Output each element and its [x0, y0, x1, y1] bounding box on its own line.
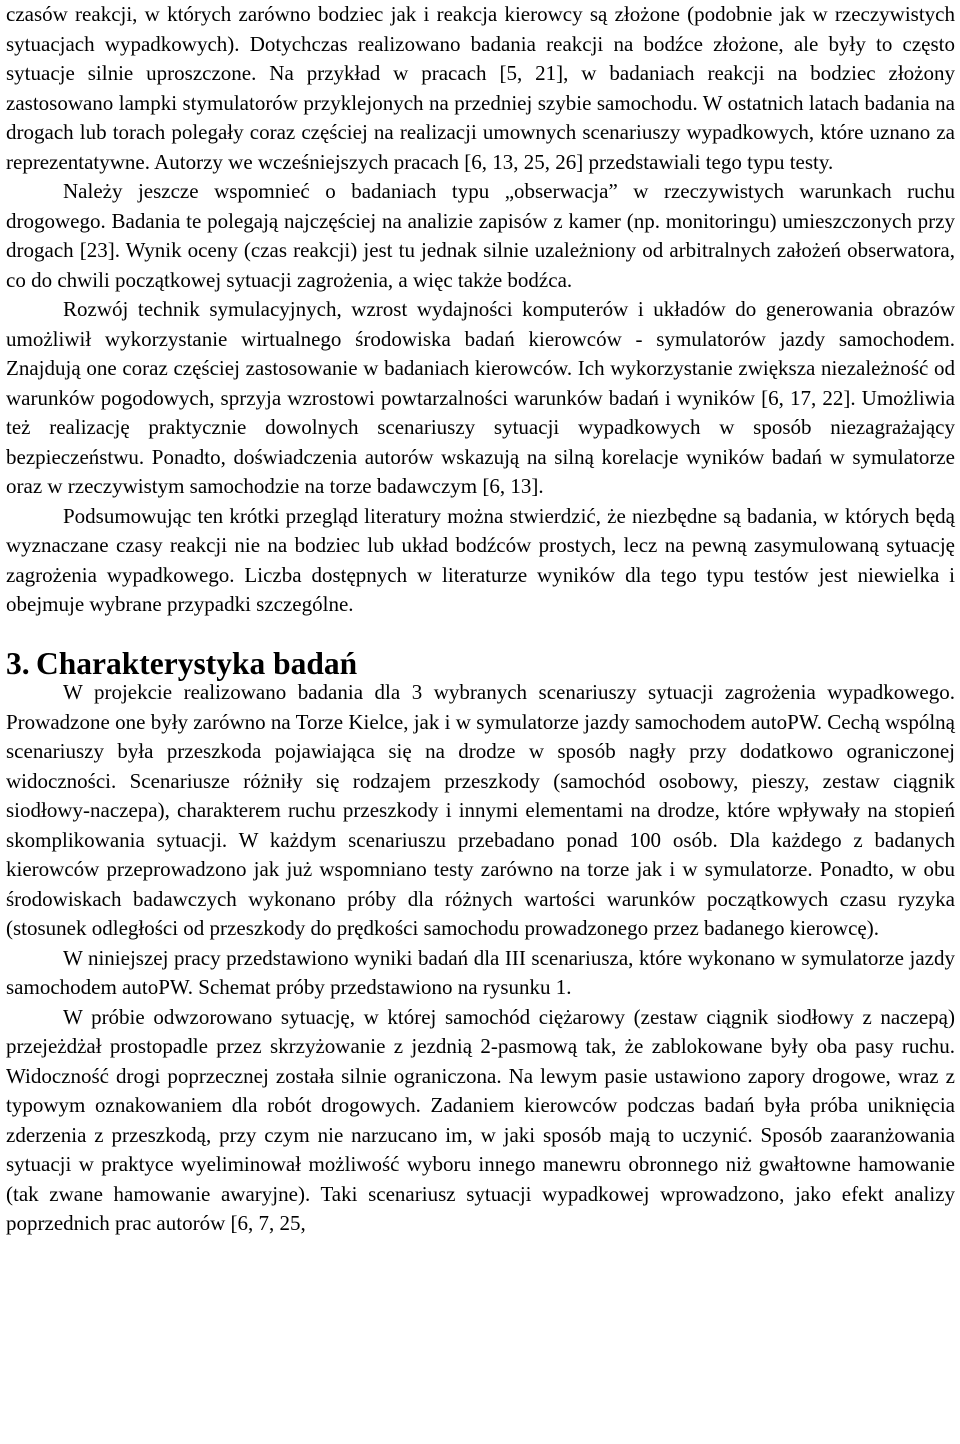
paragraph-observation-studies: Należy jeszcze wspomnieć o badaniach typu „obserwacja” w rzeczywistych warunkach ruchu drogowego. Badania te polegają najczęściej na analizie zapisów z kamer (np. monitoringu) umieszczonych przy drogach [23]. Wynik oceny (czas reakcji) jest tu jednak silnie uzależniony od arbitralnych założeń obserwatora, co do chwili początkowej sytuacji zagrożenia, a więc także bodźca. [6, 179, 955, 292]
section-title: Charakterystyka badań [36, 645, 358, 681]
paragraph-summary: Podsumowując ten krótki przegląd literatury można stwierdzić, że niezbędne są badania, w których będą wyznaczane czasy reakcji nie na bodziec lub układ bodźców prostych, lecz na pewną zasymulowaną sytuację zagrożenia wypadkowego. Liczba dostępnych w literaturze wyników dla tego typu testów jest niewielka i obejmuje wybrane przypadki szczególne. [6, 503, 955, 616]
section-heading [6, 645, 955, 681]
paragraph-scenario-three: W niniejszej pracy przedstawiono wyniki badań dla III scenariusza, które wykonano w symulatorze jazdy samochodem autoPW. Schemat próby przedstawiono na rysunku 1. [6, 945, 955, 999]
document-page [6, 0, 955, 1239]
paragraph-simulation-techniques: Rozwój technik symulacyjnych, wzrost wydajności komputerów i układów do generowania obrazów umożliwił wykorzystanie wirtualnego środowiska badań kierowców - symulatorów jazdy samochodem. Znajdują one coraz częściej zastosowanie w badaniach kierowców. Ich wykorzystanie zwiększa niezależność od warunków pogodowych, sprzyja wzrostowi powtarzalności warunków badań i wyników [6, 17, 22]. Umożliwia też realizację praktycznie dowolnych scenariuszy sytuacji wypadkowych w sposób niezagrażający bezpieczeństwu. Ponadto, doświadczenia autorów wskazują na silną korelacje wyników badań w symulatorze oraz w rzeczywistym samochodzie na torze badawczym [6, 13]. [6, 297, 955, 498]
paragraph-truck-scenario: W próbie odwzorowano sytuację, w której samochód ciężarowy (zestaw ciągnik siodłowy z naczepą) przejeżdżał prostopadle przez skrzyżowanie z jezdnią 2-pasmową tak, że zablokowane były oba pasy ruchu. Widoczność drogi poprzecznej została silnie ograniczona. Na lewym pasie ustawiono zapory drogowe, wraz z typowym oznakowaniem dla robót drogowych. Zadaniem kierowców podczas badań była próba uniknięcia zderzenia z przeszkodą, przy czym nie narzucano im, w jaki sposób mają to uczynić. Sposób zaaranżowania sytuacji w praktyce wyeliminował możliwość wyboru innego manewru obronnego niż gwałtowne hamowanie (tak zwane hamowanie awaryjne). Taki scenariusz sytuacji wypadkowej wprowadzono, jako efekt analizy poprzednich prac autorów [6, 7, 25, [6, 1004, 955, 1235]
paragraph-reaction-studies: czasów reakcji, w których zarówno bodziec jak i reakcja kierowcy są złożone (podobnie jak w rzeczywistych sytuacjach wypadkowych). Dotychczas realizowano badania reakcji na bodźce złożone, ale były to często sytuacje silnie uproszczone. Na przykład w pracach [5, 21], w badaniach reakcji na bodziec złożony zastosowano lampki stymulatorów przyklejonych na przedniej szybie samochodu. W ostatnich latach badania na drogach lub torach polegały coraz częściej na realizacji umownych scenariuszy wypadkowych, które uznano za reprezentatywne. Autorzy we wcześniejszych pracach [6, 13, 25, 26] przedstawiali tego typu testy. [6, 2, 955, 174]
section-number: 3. [6, 645, 30, 681]
paragraph-project-scenarios: W projekcie realizowano badania dla 3 wybranych scenariuszy sytuacji zagrożenia wypadkowego. Prowadzone one były zarówno na Torze Kielce, jak i w symulatorze jazdy samochodem autoPW. Cechą wspólną scenariuszy była przeszkoda pojawiająca się na drodze w sposób nagły przy dodatkowo ograniczonej widoczności. Scenariusze różniły się rodzajem przeszkody (samochód osobowy, pieszy, zestaw ciągnik siodłowy-naczepa), charakterem ruchu przeszkody i innymi elementami na drodze, które wpływały na stopień skomplikowania sytuacji. W każdym scenariuszu przebadano ponad 100 osób. Dla każdego z badanych kierowców przeprowadzono jak już wspomniano testy zarówno na torze jak i w symulatorze. Ponadto, w obu środowiskach badawczych wykonano próby dla różnych wartości warunków początkowych czasu ryzyka (stosunek odległości od przeszkody do prędkości samochodu prowadzonego przez badanego kierowcę). [6, 680, 955, 940]
section-spacer [6, 620, 955, 649]
